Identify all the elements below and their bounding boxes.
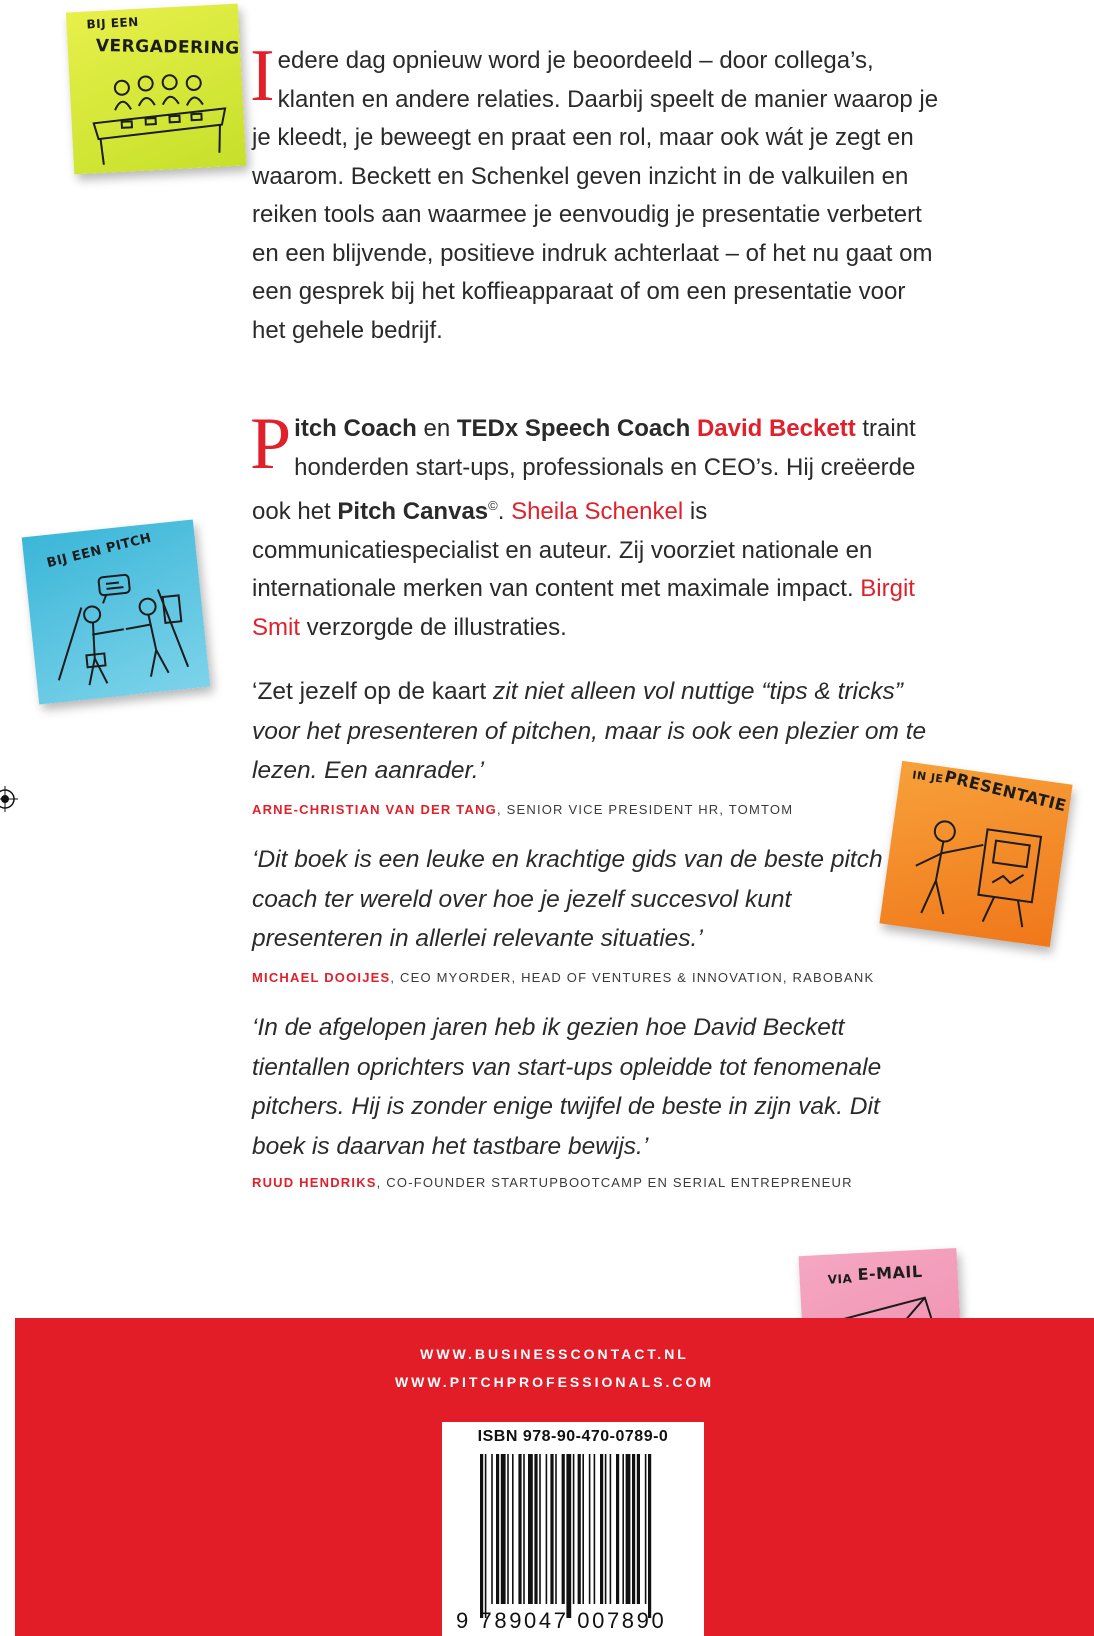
sticky-note-email-label-top: VIA <box>827 1271 853 1287</box>
quote-1-author: ARNE-CHRISTIAN VAN DER TANG <box>252 802 497 817</box>
isbn-label: ISBN 978-90-470-0789-0 <box>477 1428 669 1445</box>
quote-2-text: ‘Dit boek is een leuke en krachtige gids van de beste pitch coach ter wereld over hoe je jezelf succesvol kunt presenteren in allerlei relevante situaties.’ <box>252 846 883 952</box>
quote-3 <box>252 1008 902 1166</box>
intro-dropcap: I <box>250 35 275 117</box>
authors-paragraph <box>250 403 942 647</box>
authors-dropcap: P <box>250 403 292 485</box>
author-name-sheila-schenkel: Sheila Schenkel <box>511 498 684 525</box>
sticky-note-pitch-label: BIJ EEN PITCH <box>45 530 154 572</box>
tedx-coach-label: TEDx Speech Coach <box>456 415 691 442</box>
quote-1-attribution <box>252 802 793 817</box>
sticky-note-email-label: E-MAIL <box>857 1261 923 1285</box>
sticky-note-meeting-label-top: BIJ EEN <box>86 14 140 32</box>
quote-2-author: MICHAEL DOOIJES <box>252 970 391 985</box>
sticky-note-presentation-label: PRESENTATIE <box>942 766 1069 816</box>
sticky-note-meeting-label: VERGADERING <box>95 36 240 59</box>
authors-text-2 <box>690 415 697 442</box>
quote-1-book-title: ‘Zet jezelf op de kaart <box>252 678 487 705</box>
barcode-box <box>442 1422 704 1636</box>
quote-2-attribution <box>252 970 874 985</box>
url-pitchprofessionals[interactable]: WWW.PITCHPROFESSIONALS.COM <box>394 1374 715 1390</box>
pitch-canvas-label: Pitch Canvas <box>337 498 489 525</box>
barcode-icon <box>480 1454 688 1618</box>
quote-3-text: ‘In de afgelopen jaren heb ik gezien hoe David Beckett tientallen oprichters van start-ups opleidde tot fenomenale pitchers. Hij is zonder enige twijfel de beste in zijn vak. Dit boek is daarvan het tastbare bewijs.’ <box>252 1014 882 1160</box>
url-businesscontact[interactable]: WWW.BUSINESSCONTACT.NL <box>420 1346 689 1362</box>
authors-text-1: en <box>416 415 457 442</box>
quote-1 <box>252 672 932 791</box>
quote-3-attribution <box>252 1175 853 1190</box>
authors-text-3: traint honderden start-ups, professionals en CEO’s. Hij creëerde ook het <box>252 415 916 525</box>
authors-text-4: . <box>497 498 512 525</box>
meeting-table-icon <box>83 66 238 166</box>
quote-2-role: , CEO MYORDER, HEAD OF VENTURES & INNOVATION, RABOBANK <box>390 970 875 985</box>
barcode-digits: 9 789047 007890 <box>456 1608 667 1633</box>
author-name-david-beckett: David Beckett <box>696 415 856 442</box>
intro-paragraph <box>250 35 942 350</box>
presenter-chart-icon <box>894 798 1059 938</box>
quote-3-author: RUUD HENDRIKS <box>252 1175 377 1190</box>
quote-2 <box>252 840 892 959</box>
pitch-coach-label: itch Coach <box>294 415 417 442</box>
sticky-note-pitch <box>22 519 211 704</box>
intro-text: edere dag opnieuw word je beoordeeld – door collega’s, klanten en andere relaties. Daarbij speelt de manier waarop je je kleedt, je beweegt en praat een rol, maar ook wát je zegt en waarom. Beckett en Schenkel geven inzicht in de valkuilen en reiken tools aan waarmee je eenvoudig je presentatie verbetert en een blijvende, positieve indruk achterlaat – of het nu gaat om een gesprek bij het koffieapparaat of om een presentatie voor het gehele bedrijf. <box>252 47 939 344</box>
copyright-symbol: © <box>488 498 498 513</box>
quote-1-role: , SENIOR VICE PRESIDENT HR, TOMTOM <box>496 802 794 817</box>
authors-text-5: is communicatiespecialist en auteur. Zij voorziet nationale en internationale merken van content met maximale impact. <box>252 498 873 602</box>
registration-mark-icon <box>0 786 18 812</box>
illustrator-name-birgit-smit: Birgit Smit <box>252 575 915 641</box>
quote-1-text: zit niet alleen vol nuttige “tips & tricks” voor het presenteren of pitchen, maar is ook een plezier om te lezen. Een aanrader.’ <box>252 678 927 784</box>
authors-text-6: verzorgde de illustraties. <box>300 613 567 641</box>
pitch-handshake-icon <box>37 556 199 695</box>
quote-3-role: , CO-FOUNDER STARTUPBOOTCAMP EN SERIAL ENTREPRENEUR <box>376 1175 853 1190</box>
sticky-note-presentation-label-top: IN JE <box>911 768 945 786</box>
sticky-note-meeting <box>66 4 246 175</box>
